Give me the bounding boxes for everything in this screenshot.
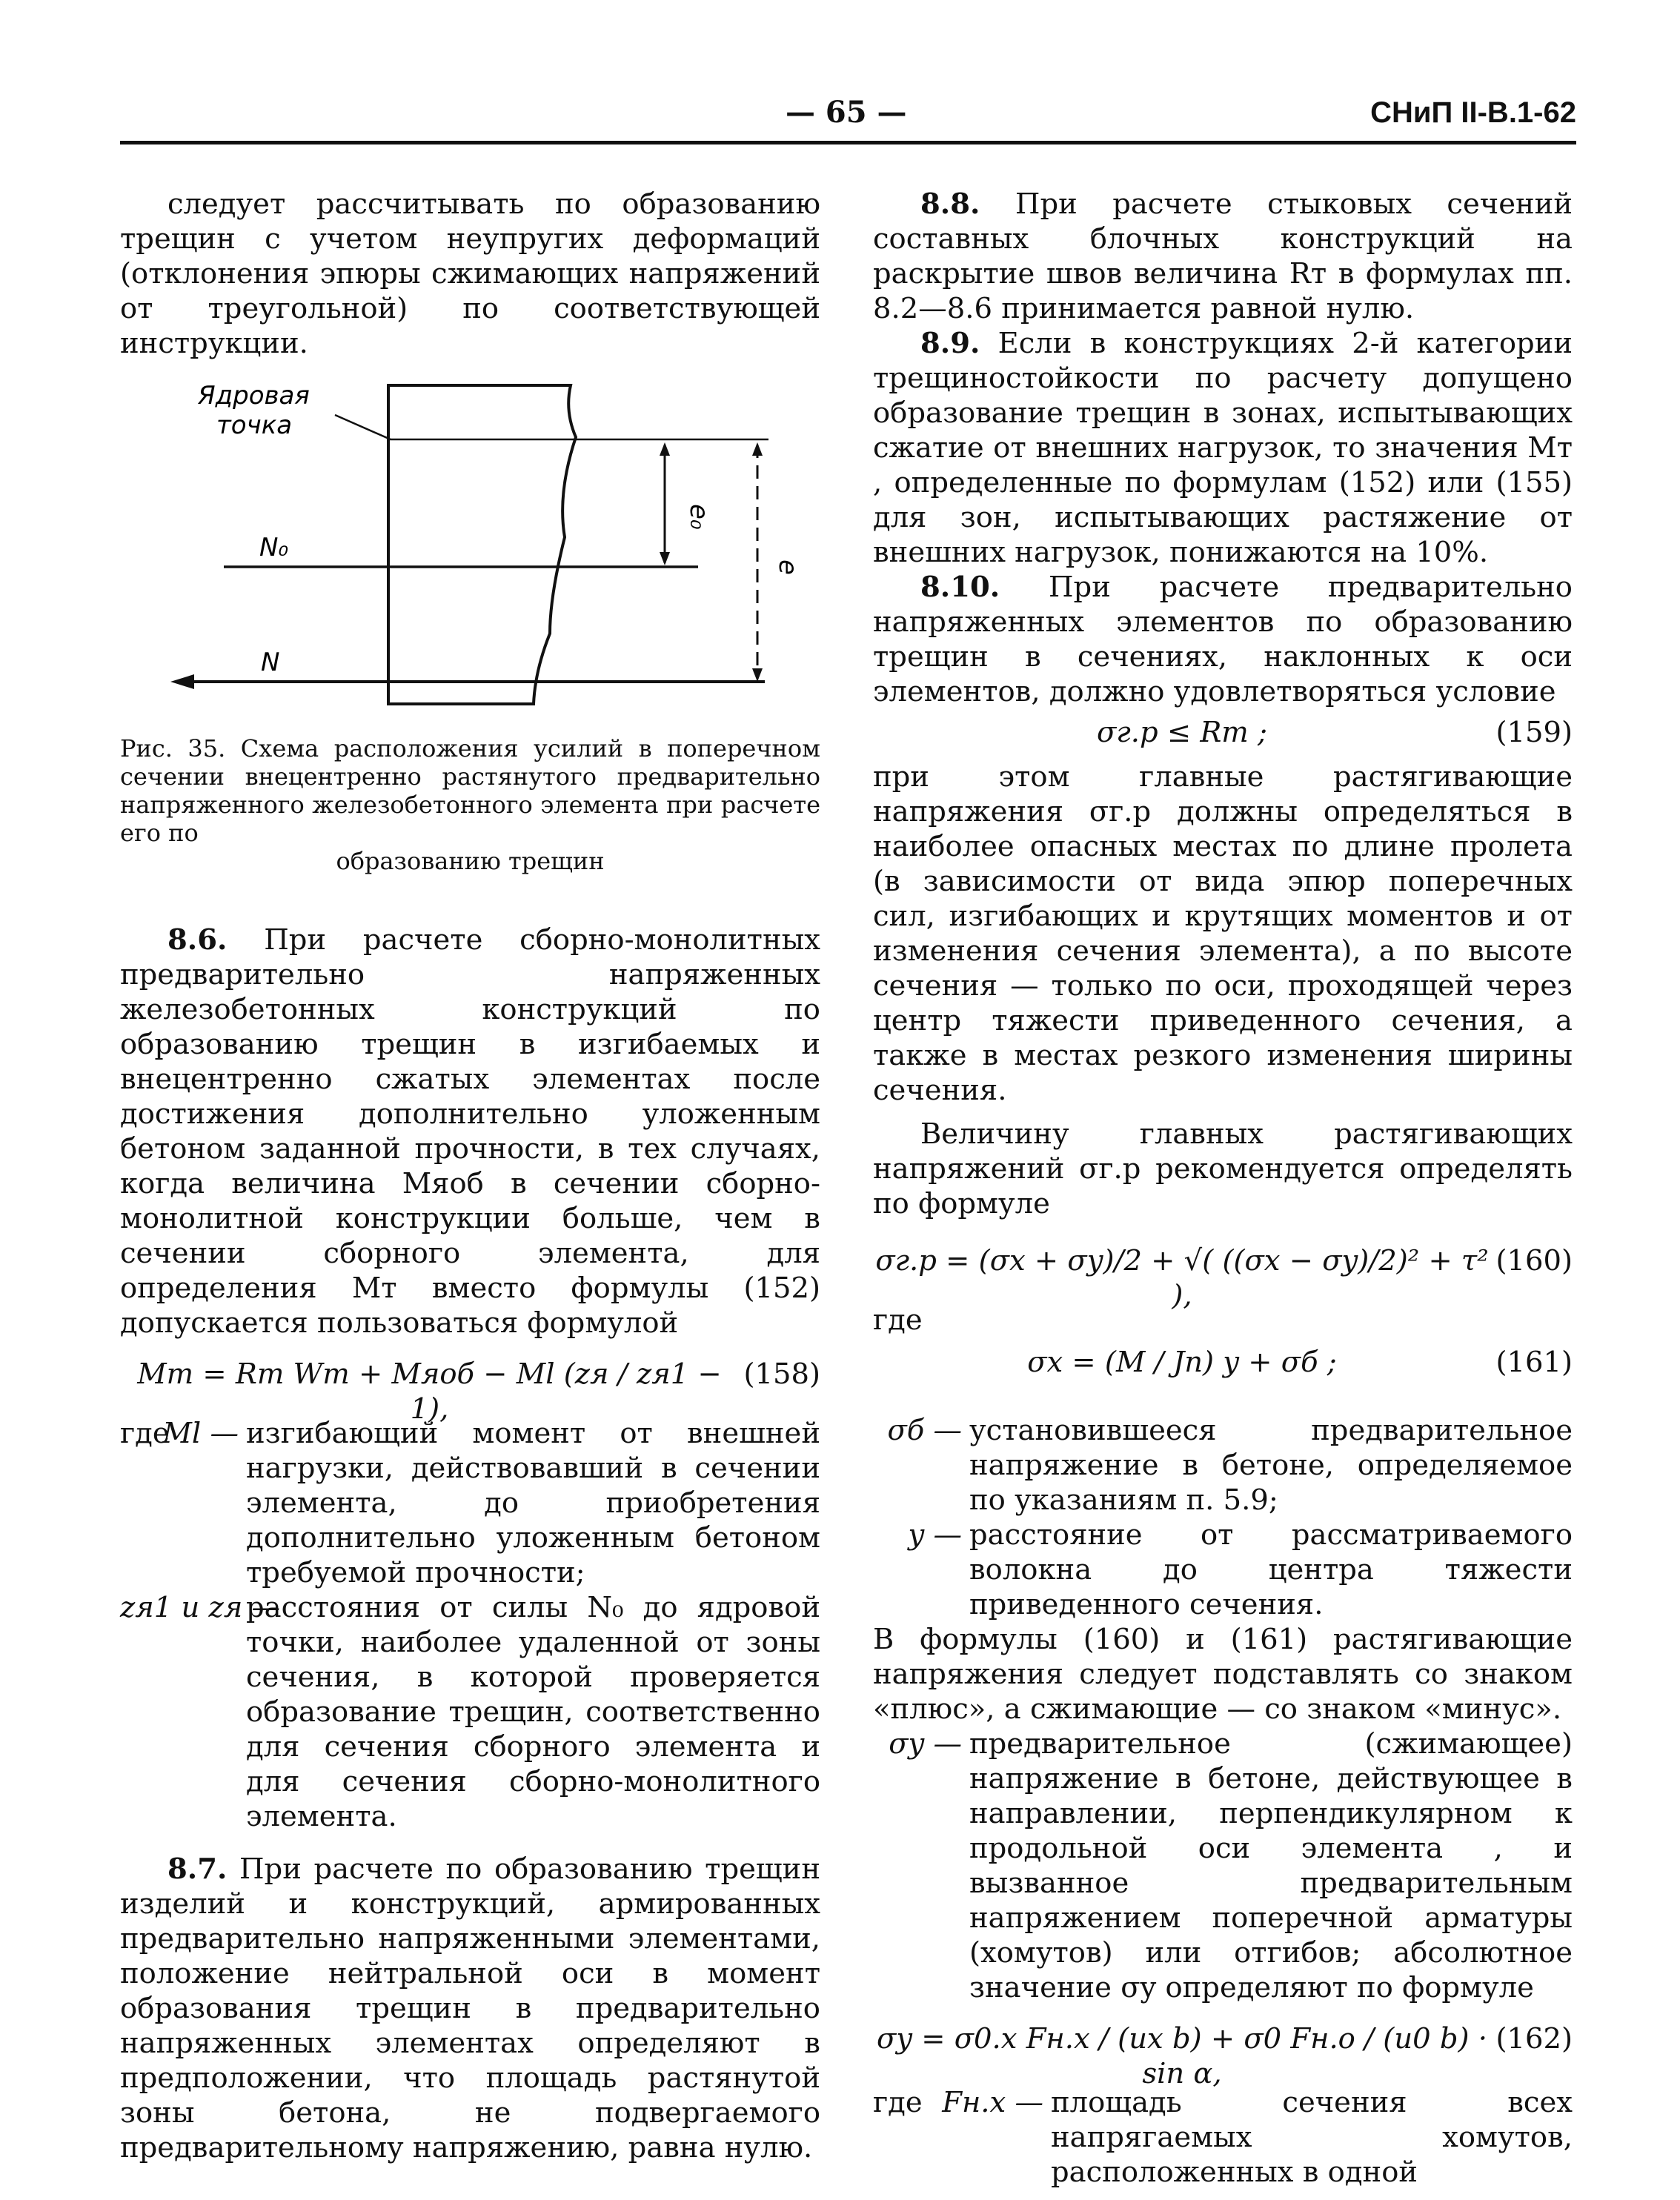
- paragraph-8-6: [120, 923, 820, 1340]
- definition-term: σy —: [889, 1727, 962, 1761]
- paragraph-8-8: [873, 187, 1573, 326]
- magnitude-paragraph: Величину главных растягивающих напряжений σг.р рекомендуется определять по формуле: [873, 1117, 1573, 1220]
- e0-arrow-bottom: [660, 552, 670, 565]
- definition-item: [873, 1518, 1573, 1622]
- paragraph-8-6-number: 8.6.: [167, 923, 228, 957]
- definition-item: [873, 1727, 1573, 2005]
- e0-label: e₀: [684, 504, 714, 530]
- paragraph-8-6-text: При расчете сборно-монолитных предварительно напряженных железобетонных конструкций по образованию трещин в изгибаемых и внецентренно сжатых элементах после достижения дополнительно уложенным бетоном заданной прочности, в тех случаях, когда величина Mяоб в сечении сборно-монолитной конструкции больше, чем в сечении сборного элемента, для определения Mт вместо формулы (152) допускается пользоваться формулой: [120, 923, 820, 1340]
- formula-159-number: (159): [1495, 716, 1573, 749]
- paragraph-8-9: [873, 326, 1573, 570]
- definition-term: σб —: [887, 1414, 962, 1447]
- formula-160: [873, 1243, 1573, 1312]
- page-number: — 65 —: [786, 95, 907, 130]
- e0-arrow-top: [660, 442, 670, 456]
- definition-item: [120, 1590, 820, 1834]
- where-label-162: где: [873, 2086, 923, 2119]
- e-label: e: [773, 559, 803, 575]
- definition-term: Fн.х —: [942, 2086, 1043, 2119]
- definition-text: расстояния от силы N₀ до ядровой точки, наиболее удаленной от зоны сечения, в которой проверяется образование трещин, соответственно для сечения сборного элемента и для сечения сборно-монолитного элемента.: [246, 1591, 820, 1833]
- header-rule: [120, 141, 1576, 144]
- document-code: СНиП II-В.1-62: [1370, 96, 1576, 129]
- paragraph-8-10-number: 8.10.: [920, 571, 1000, 604]
- n0-label: N₀: [259, 533, 289, 562]
- paragraph-8-8-text: При расчете стыковых сечений составных блочных конструкций на раскрытие швов величина Rт в формулах пп. 8.2—8.6 принимается равной нулю.: [873, 187, 1573, 325]
- figure-35: [120, 374, 820, 722]
- formula-162-expression: σy = σ0.x Fн.х / (uх b) + σ0 Fн.о / (u0 b) · sin α,: [876, 2022, 1487, 2090]
- formula-162: [873, 2021, 1573, 2090]
- paragraph-8-9-text: Если в конструкциях 2-й категории трещиностойкости по расчету допущено образование трещин в зонах, испытывающих сжатие от внешних нагрузок, то значения Mт , определенные по формулам (152) или (155) для зон, испытывающих растяжение от внешних нагрузок, понижаются на 10%.: [873, 327, 1573, 569]
- formula-162-number: (162): [1495, 2022, 1573, 2056]
- definition-term: Ml —: [162, 1417, 239, 1450]
- definition-term: y —: [908, 1518, 962, 1552]
- right-column: [873, 187, 1573, 2190]
- definition-text: установившееся предварительное напряжение в бетоне, определяемое по указаниям п. 5.9;: [969, 1414, 1573, 1517]
- figure-35-diagram: [120, 374, 820, 722]
- n-arrowhead: [170, 674, 194, 689]
- formula-161-expression: σx = (M / Jп) y + σб ;: [1027, 1346, 1337, 1379]
- core-point-label-2: точка: [216, 411, 293, 440]
- formula-158-expression: Mт = Rт Wт + Mяоб − Ml (zя / zя1 − 1),: [137, 1357, 722, 1426]
- where-label: где: [120, 1417, 170, 1450]
- paragraph-8-7-text: При расчете по образованию трещин изделий и конструкций, армированных предварительно напряженными элементами, положение нейтральной оси в момент образования трещин в предварительно напряженных элементах определяют в предположении, что площадь растянутой зоны бетона, не подвергаемого предварительному напряжению, равна нулю.: [120, 1852, 820, 2164]
- formula-161: [873, 1345, 1573, 1404]
- paragraph-8-7-number: 8.7.: [167, 1852, 228, 1886]
- definition-item: [120, 1416, 820, 1590]
- left-column: [120, 187, 820, 2165]
- paragraph-8-7: [120, 1852, 820, 2165]
- definition-term: zя1 и zя —: [120, 1591, 281, 1624]
- core-point-label-1: Ядровая: [198, 381, 310, 411]
- core-point-leader: [335, 415, 391, 439]
- definition-text: площадь сечения всех напрягаемых хомутов, расположенных в одной: [1051, 2086, 1573, 2189]
- intro-paragraph: следует рассчитывать по образованию трещин с учетом неупругих деформаций (отклонения эпюры сжимающих напряжений от треугольной) по соответствующей инструкции.: [120, 187, 820, 360]
- formula-160-number: (160): [1495, 1244, 1573, 1277]
- figure-caption: Рис. 35. Схема расположения усилий в поперечном сечении внецентренно растянутого предварительно напряженного железобетонного элемента при расчете его по: [120, 734, 820, 847]
- paragraph-8-8-number: 8.8.: [920, 187, 980, 221]
- sign-paragraph: В формулы (160) и (161) растягивающие напряжения следует подставлять со знаком «плюс», а сжимающие — со знаком «минус».: [873, 1623, 1573, 1726]
- section-outline: [388, 385, 576, 704]
- figure-caption-end: образованию трещин: [336, 847, 605, 875]
- formula-158-number: (158): [743, 1357, 820, 1391]
- definition-text: предварительное (сжимающее) напряжение в бетоне, действующее в направлении, перпендикулярном к продольной оси элемента , и вызванное предварительным напряжением поперечной арматуры (хомутов) или отгибов; абсолютное значение σy определяют по формуле: [969, 1727, 1573, 2004]
- e-arrow-top: [752, 442, 763, 456]
- formula-159-expression: σг.р ≤ Rт ;: [1096, 716, 1268, 749]
- formula-159: [873, 715, 1573, 760]
- formula-161-number: (161): [1495, 1346, 1573, 1379]
- definitions-158: [120, 1416, 820, 1834]
- paragraph-8-10: [873, 570, 1573, 709]
- principal-stress-paragraph: при этом главные растягивающие напряжения σг.р должны определяться в наиболее опасных местах по длине пролета (в зависимости от вида эпюр поперечных сил, изгибающих и крутящих моментов и от изменения сечения элемента), а по высоте сечения — только по оси, проходящей через центр тяжести приведенного сечения, а также в местах резкого изменения ширины сечения.: [873, 760, 1573, 1107]
- definition-text: расстояние от рассматриваемого волокна до центра тяжести приведенного сечения.: [969, 1518, 1573, 1621]
- definition-item: [873, 1413, 1573, 1518]
- formula-158: [120, 1357, 820, 1426]
- where-label-160: где: [873, 1303, 923, 1337]
- paragraph-8-9-number: 8.9.: [920, 327, 980, 360]
- definition-item: [873, 2085, 1573, 2190]
- formula-160-expression: σг.р = (σx + σy)/2 + √( ((σx − σy)/2)² + τ² ),: [875, 1244, 1489, 1312]
- e-arrow-bottom: [752, 668, 763, 682]
- definition-text: изгибающий момент от внешней нагрузки, действовавший в сечении элемента, до приобретения дополнительно уложенным бетоном требуемой прочности;: [246, 1417, 820, 1589]
- paragraph-8-10-text: При расчете предварительно напряженных элементов по образованию трещин в сечениях, наклонных к оси элементов, должно удовлетворяться условие: [873, 571, 1573, 708]
- n-label: N: [261, 648, 280, 677]
